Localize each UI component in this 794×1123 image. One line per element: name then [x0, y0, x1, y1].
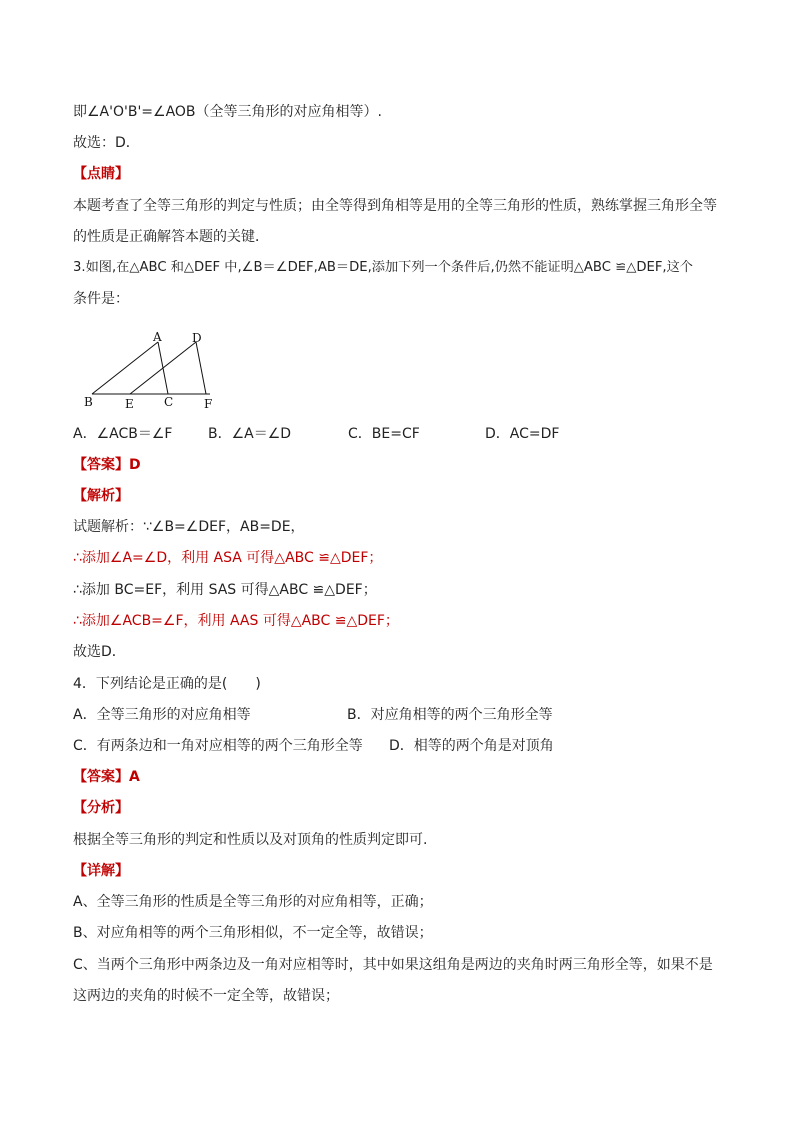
analysis-tag-q3: 【解析】 [73, 488, 129, 504]
triangle-diagram [80, 326, 230, 414]
question-4-options-row-2 [73, 736, 773, 756]
detail-line-1: A、全等三角形的性质是全等三角形的对应角相等，正确； [73, 894, 433, 910]
label-b: B [84, 395, 93, 409]
option-b: B．∠A＝∠D [208, 426, 292, 442]
text-line-comment-1: 本题考查了全等三角形的判定与性质；由全等得到角相等是用的全等三角形的性质，熟练掌握三角形全等 [73, 198, 717, 214]
option-c: C．BE=CF [348, 426, 420, 442]
label-f: F [204, 397, 213, 411]
label-c: C [164, 395, 174, 409]
answer-tag-q3: 【答案】D [73, 457, 141, 473]
label-d: D [192, 331, 202, 345]
q4-option-d: D．相等的两个角是对顶角 [389, 738, 554, 754]
answer-line-q3 [73, 455, 141, 475]
segment-df [196, 342, 206, 394]
text-line-conclusion: 即∠A'O'B'=∠AOB（全等三角形的对应角相等）. [73, 104, 382, 120]
solution-line-5: 故选D． [73, 644, 126, 660]
solution-line-1: 试题解析：∵∠B=∠DEF，AB=DE， [73, 519, 305, 535]
solution-line-3: ∴添加 BC=EF，利用 SAS 可得△ABC ≌△DEF； [73, 582, 377, 598]
analysis-tag-q4: 【分析】 [73, 800, 129, 816]
label-a: A [153, 330, 162, 344]
segment-de [130, 342, 196, 394]
detail-line-2: B、对应角相等的两个三角形相似，不一定全等，故错误； [73, 925, 433, 941]
answer-tag-q4: 【答案】A [73, 769, 140, 785]
text-line-comment-2: 的性质是正确解答本题的关键． [73, 229, 269, 245]
analysis-text-q4: 根据全等三角形的判定和性质以及对顶角的性质判定即可. [73, 832, 428, 848]
question-3-stem-1: 3.如图,在△ABC 和△DEF 中,∠B＝∠DEF,AB＝DE,添加下列一个条件后,仍然不能证明△ABC ≌△DEF,这个 [73, 260, 693, 275]
answer-line-q4 [73, 767, 140, 787]
detail-line-4: 这两边的夹角的时候不一定全等，故错误； [73, 988, 339, 1004]
q4-option-b: B．对应角相等的两个三角形全等 [347, 707, 553, 723]
question-4-options-row-1 [73, 705, 773, 725]
solution-line-2: ∴添加∠A=∠D，利用 ASA 可得△ABC ≌△DEF； [73, 550, 383, 566]
detail-line-3: C、当两个三角形中两条边及一角对应相等时，其中如果这组角是两边的夹角时两三角形全等，如果不是 [73, 957, 713, 973]
option-d: D．AC=DF [485, 426, 560, 442]
detail-tag-q4: 【详解】 [73, 863, 129, 879]
q4-option-a: A．全等三角形的对应角相等 [73, 707, 251, 723]
segment-ab [92, 342, 158, 394]
tag-dianjing: 【点睛】 [73, 166, 129, 182]
q4-option-c: C．有两条边和一角对应相等的两个三角形全等 [73, 738, 363, 754]
text-line-choice: 故选：D． [73, 135, 140, 151]
question-4-stem: 4．下列结论是正确的是( ) [73, 676, 261, 692]
label-e: E [125, 397, 134, 411]
triangle-figure [80, 326, 230, 414]
solution-line-4: ∴添加∠ACB=∠F，利用 AAS 可得△ABC ≌△DEF； [73, 613, 399, 629]
option-a: A．∠ACB＝∠F [73, 426, 173, 442]
question-3-options [73, 424, 773, 444]
question-3-stem-2: 条件是： [73, 291, 129, 307]
